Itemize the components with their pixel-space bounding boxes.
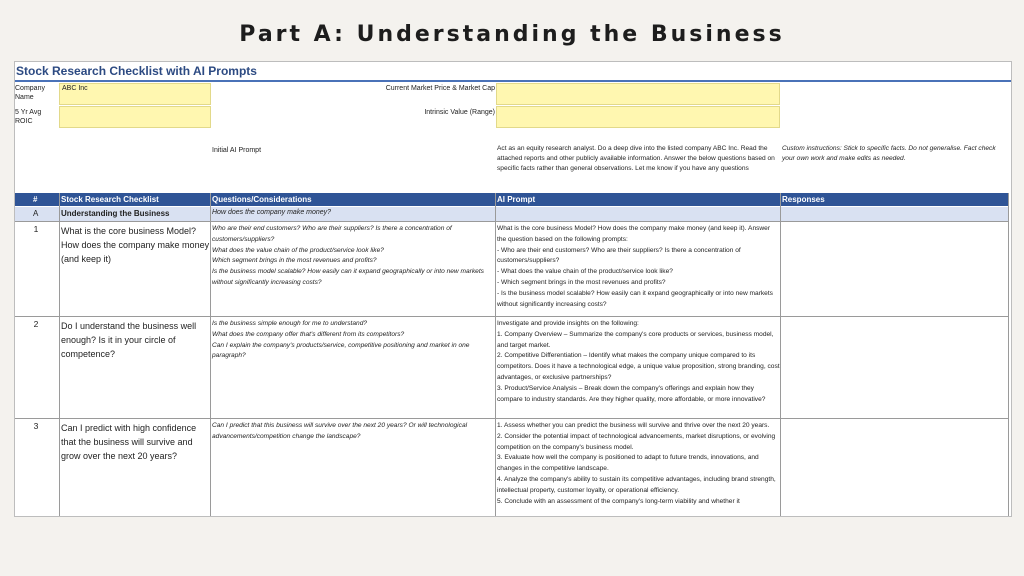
question-line: Who are their end customers? Who are their suppliers? Is there a concentration of customers/suppliers? [212, 225, 452, 243]
header-ai-prompt: AI Prompt [497, 195, 536, 204]
column-divider [1008, 193, 1009, 516]
roic-label: 5 Yr Avg ROIC [15, 109, 42, 125]
column-divider [59, 193, 60, 516]
question-line: Is the business model scalable? How easily can it expand geographically or into new markets without significantly increasing costs? [212, 268, 484, 286]
column-divider [210, 193, 211, 516]
intrinsic-value-field[interactable] [496, 106, 780, 128]
header-questions: Questions/Considerations [212, 195, 312, 204]
section-question: How does the company make money? [212, 209, 332, 216]
slide-title: Part A: Understanding the Business [239, 22, 785, 47]
market-price-label: Current Market Price & Market Cap [385, 85, 495, 92]
questions-cell [212, 224, 494, 289]
row-number: 1 [33, 224, 39, 234]
table-row [15, 221, 1008, 316]
header-number: # [33, 195, 38, 204]
question-line: Which segment brings in the most revenues and profits? [212, 257, 377, 265]
section-title: Understanding the Business [61, 209, 170, 218]
row-number: 2 [33, 319, 39, 329]
questions-cell [212, 319, 494, 362]
initial-prompt-text: Act as an equity research analyst. Do a deep dive into the listed company ABC Inc. Read the attached reports and other publicly available information. Answer the below questions based on specific facts rather than general observations. Let me know if you have any questions [497, 145, 775, 172]
table-row [15, 316, 1008, 419]
section-row [15, 207, 1008, 221]
section-id: A [33, 209, 39, 218]
roic-field[interactable] [59, 106, 211, 128]
checklist-item: What is the core business Model? How does the company make money (and keep it) [61, 226, 210, 264]
question-line: Can I explain the company's products/service, competitive positioning and market in one paragraph? [212, 341, 470, 360]
ai-prompt-cell: Investigate and provide insights on the following: 1. Company Overview – Summarize the company's core products or services, business model, and target market. 2. Competitive Differentiation – Identify what makes the company unique compared to its competitors. Does it have a technological edge, a unique value proposition, strong branding, cost advantages, or exclusive partnerships? 3. Product/Service Analysis – Break down the company's offerings and explain how they compare to industry standards. Are they higher quality, more affordable, or more innovative? [497, 320, 780, 403]
market-price-field[interactable] [496, 83, 780, 105]
question-line: Can I predict that this business will survive over the next 20 years? Or will technological advancements/competition change the landscape? [212, 422, 468, 440]
company-name-field[interactable]: ABC Inc [59, 83, 211, 105]
table-header [15, 193, 1008, 206]
question-line: Is the business simple enough for me to understand? [212, 320, 368, 327]
question-line: What does the value chain of the product/service look like? [212, 246, 384, 254]
row-number: 3 [33, 421, 39, 431]
column-divider [780, 193, 781, 516]
table-row [15, 418, 1008, 517]
header-checklist: Stock Research Checklist [61, 195, 159, 204]
checklist-item: Do I understand the business well enough? Is it in your circle of competence? [61, 321, 197, 359]
question-line: What does the company offer that's different from its competitors? [212, 330, 405, 338]
questions-cell [212, 421, 494, 443]
header-responses: Responses [782, 195, 825, 204]
sheet-title: Stock Research Checklist with AI Prompts [16, 64, 257, 78]
checklist-item: Can I predict with high confidence that the business will survive and grow over the next 20 years? [61, 423, 197, 461]
intrinsic-value-label: Intrinsic Value (Range) [424, 109, 495, 116]
ai-prompt-cell: What is the core business Model? How does the company make money (and keep it). Answer the question based on the following prompts: - Who are their end customers? Who are their suppliers? Is there a concentration of customers/suppliers? - What does the value chain of the product/service look like? - Which segment brings in the most revenues and profits? - Is the business model scalable? How easily can it expand geographically or into new markets without significantly increasing costs? [497, 225, 773, 308]
title-rule [15, 80, 1011, 82]
column-divider [495, 193, 496, 516]
initial-prompt-label: Initial AI Prompt [212, 147, 262, 154]
ai-prompt-cell: 1. Assess whether you can predict the business will survive and thrive over the next 20 years. 2. Consider the potential impact of technological advancements, market disruptions, or evolving competition on the company's business model. 3. Evaluate how well the company is positioned to adapt to future trends, innovations, and changes in the competitive landscape. 4. Analyze the company's ability to sustain its competitive advantages, including brand strength, intellectual property, customer loyalty, or operational efficiency. 5. Conclude with an assessment of the company's long-term viability and whether it [497, 422, 776, 505]
spreadsheet [14, 61, 1012, 517]
custom-instructions: Custom instructions: Stick to specific facts. Do not generalise. Fact check your own work and make edits as needed. [782, 145, 996, 162]
company-name-label: Company Name [15, 85, 45, 101]
